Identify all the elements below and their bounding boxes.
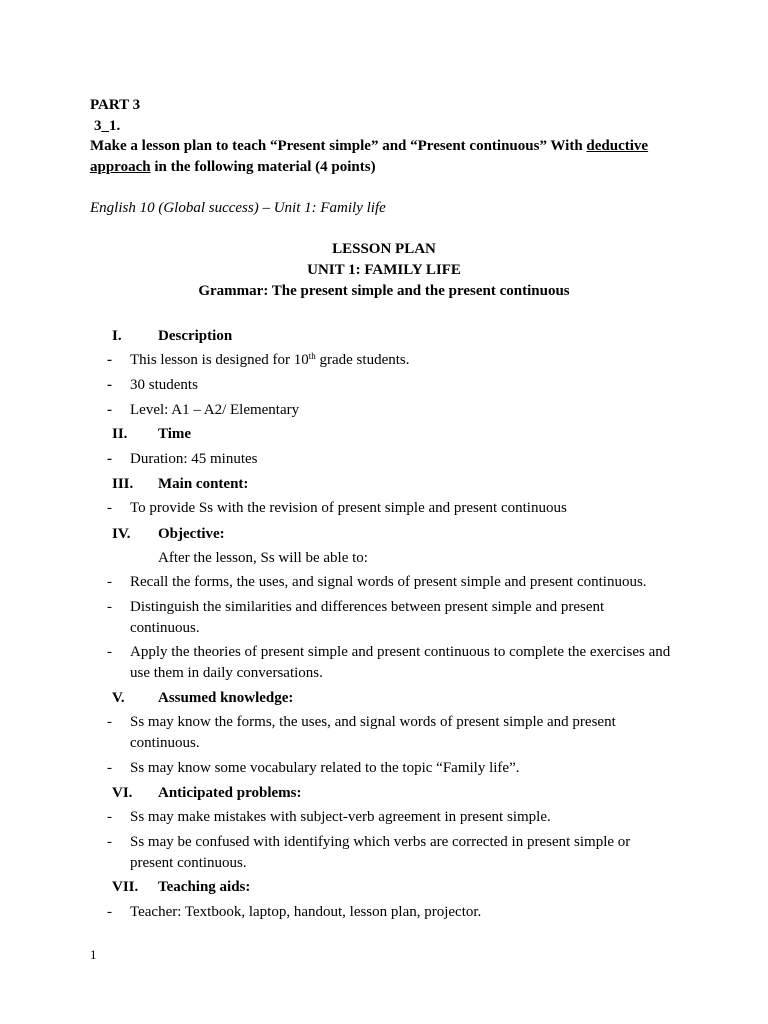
ordinal-suffix: th	[308, 351, 316, 361]
section-title-description: Description	[158, 328, 233, 344]
material-line: English 10 (Global success) – Unit 1: Family life	[90, 200, 386, 216]
section-title-anticipated-problems: Anticipated problems:	[158, 785, 302, 801]
list-item: Apply the theories of present simple and present continuous to complete the exercises and use them in daily conversations.	[130, 644, 671, 681]
section-number-7: VII.	[112, 879, 139, 895]
section-number-4: IV.	[112, 526, 131, 542]
list-item: Ss may be confused with identifying which verbs are corrected in present simple or present continuous.	[130, 834, 631, 871]
list-item: Duration: 45 minutes	[130, 451, 258, 467]
task-line-2	[90, 157, 376, 178]
question-number: 3_1.	[94, 118, 121, 134]
objective-intro: After the lesson, Ss will be able to:	[158, 550, 368, 566]
part-heading: PART 3	[90, 97, 141, 113]
list-item: Level: A1 – A2/ Elementary	[130, 402, 300, 418]
section-title-objective: Objective:	[158, 526, 225, 542]
section-number-2: II.	[112, 426, 128, 442]
task-underlined-term-1: deductive	[586, 138, 649, 154]
bullet-dash: -	[107, 714, 112, 730]
section-number-5: V.	[112, 690, 125, 706]
list-item	[130, 350, 690, 371]
lesson-plan-title: LESSON PLAN	[332, 241, 436, 257]
bullet-dash: -	[107, 377, 112, 393]
bullet-dash: -	[107, 809, 112, 825]
list-item: To provide Ss with the revision of present simple and present continuous	[130, 500, 567, 516]
task-line-1	[90, 136, 648, 157]
list-item: Ss may know some vocabulary related to the topic “Family life”.	[130, 760, 520, 776]
list-item-text: grade students.	[315, 352, 410, 368]
list-item: Recall the forms, the uses, and signal words of present simple and present continuous.	[130, 574, 647, 590]
bullet-dash: -	[107, 574, 112, 590]
task-text-end: in the following material (4 points)	[150, 159, 376, 175]
bullet-dash: -	[107, 760, 112, 776]
section-title-time: Time	[158, 426, 192, 442]
bullet-dash: -	[107, 644, 112, 660]
list-item: Ss may make mistakes with subject-verb agreement in present simple.	[130, 809, 551, 825]
bullet-dash: -	[107, 352, 112, 368]
unit-title: UNIT 1: FAMILY LIFE	[307, 262, 461, 278]
list-item: Teacher: Textbook, laptop, handout, lesson plan, projector.	[130, 904, 482, 920]
bullet-dash: -	[107, 451, 112, 467]
list-item: Distinguish the similarities and differences between present simple and present continuous.	[130, 599, 605, 636]
list-item: 30 students	[130, 377, 198, 393]
list-item-text: This lesson is designed for 10	[130, 352, 309, 368]
section-title-assumed-knowledge: Assumed knowledge:	[158, 690, 294, 706]
bullet-dash: -	[107, 500, 112, 516]
bullet-dash: -	[107, 402, 112, 418]
bullet-dash: -	[107, 599, 112, 615]
section-title-teaching-aids: Teaching aids:	[158, 879, 251, 895]
section-number-6: VI.	[112, 785, 133, 801]
task-text-start: Make a lesson plan to teach “Present simple” and “Present continuous” With	[90, 138, 587, 154]
task-underlined-term-2: approach	[90, 159, 151, 175]
section-number-3: III.	[112, 476, 134, 492]
list-item: Ss may know the forms, the uses, and signal words of present simple and present continuous.	[130, 714, 616, 751]
section-number-1: I.	[112, 328, 122, 344]
section-title-main-content: Main content:	[158, 476, 249, 492]
page-number: 1	[90, 947, 97, 962]
bullet-dash: -	[107, 834, 112, 850]
grammar-title: Grammar: The present simple and the present continuous	[198, 283, 570, 299]
bullet-dash: -	[107, 904, 112, 920]
